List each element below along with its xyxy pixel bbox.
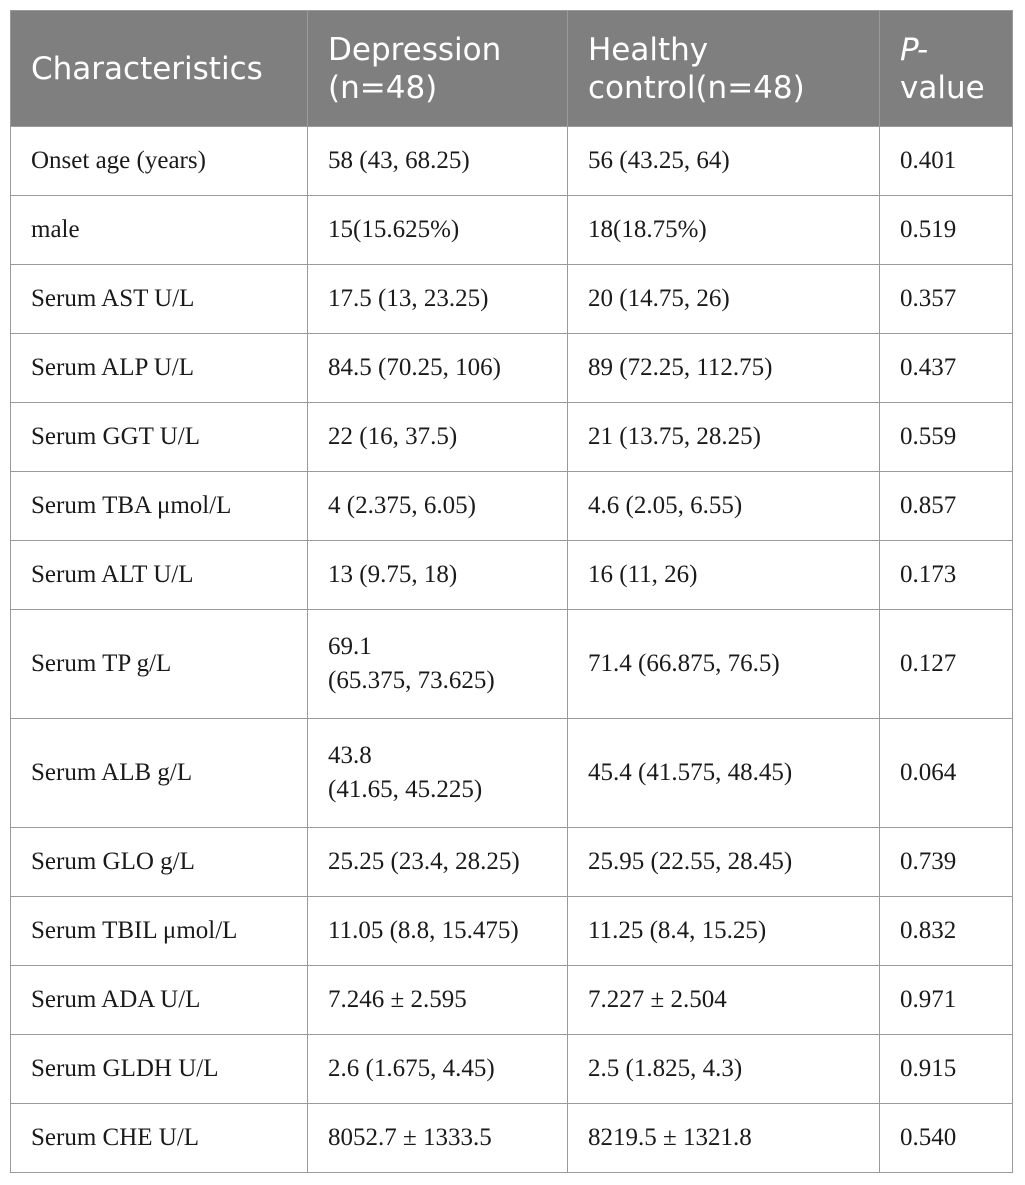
cell-depression-iqr: (41.65, 45.225) xyxy=(328,776,483,803)
cell-p-value: 0.357 xyxy=(880,265,1013,334)
cell-depression: 22 (16, 37.5) xyxy=(308,403,568,472)
cell-p-value: 0.401 xyxy=(880,127,1013,196)
cell-characteristic: Serum GLO g/L xyxy=(11,828,308,897)
cell-characteristic: Serum ALB g/L xyxy=(11,719,308,828)
table-body xyxy=(11,127,1013,1173)
cell-healthy: 16 (11, 26) xyxy=(568,541,880,610)
cell-healthy: 21 (13.75, 28.25) xyxy=(568,403,880,472)
cell-p-value: 0.519 xyxy=(880,196,1013,265)
cell-depression: 84.5 (70.25, 106) xyxy=(308,334,568,403)
table-row xyxy=(11,403,1013,472)
cell-p-value: 0.739 xyxy=(880,828,1013,897)
table-row xyxy=(11,1104,1013,1173)
cell-characteristic: Serum TP g/L xyxy=(11,610,308,719)
header-depression xyxy=(308,11,568,127)
cell-characteristic: Serum ADA U/L xyxy=(11,966,308,1035)
cell-characteristic: Serum AST U/L xyxy=(11,265,308,334)
cell-p-value: 0.915 xyxy=(880,1035,1013,1104)
header-value-label: value xyxy=(900,69,985,106)
cell-depression: 2.6 (1.675, 4.45) xyxy=(308,1035,568,1104)
table-row xyxy=(11,1035,1013,1104)
table-row xyxy=(11,334,1013,403)
table-row xyxy=(11,127,1013,196)
cell-healthy: 7.227 ± 2.504 xyxy=(568,966,880,1035)
cell-healthy: 71.4 (66.875, 76.5) xyxy=(568,610,880,719)
table-row xyxy=(11,966,1013,1035)
cell-characteristic: Serum ALP U/L xyxy=(11,334,308,403)
cell-p-value: 0.540 xyxy=(880,1104,1013,1173)
cell-depression-iqr: (65.375, 73.625) xyxy=(328,667,495,694)
cell-p-value: 0.437 xyxy=(880,334,1013,403)
cell-depression-median: 69.1 xyxy=(328,633,372,660)
header-healthy-control xyxy=(568,11,880,127)
cell-p-value: 0.127 xyxy=(880,610,1013,719)
cell-characteristic: male xyxy=(11,196,308,265)
cell-depression: 4 (2.375, 6.05) xyxy=(308,472,568,541)
cell-depression: 15(15.625%) xyxy=(308,196,568,265)
cell-healthy: 45.4 (41.575, 48.45) xyxy=(568,719,880,828)
header-healthy-label: Healthy xyxy=(588,31,709,68)
header-characteristics xyxy=(11,11,308,127)
cell-healthy: 25.95 (22.55, 28.45) xyxy=(568,828,880,897)
table-row xyxy=(11,541,1013,610)
table-header xyxy=(11,11,1013,127)
cell-characteristic: Serum GLDH U/L xyxy=(11,1035,308,1104)
header-p-value xyxy=(880,11,1013,127)
cell-healthy: 56 (43.25, 64) xyxy=(568,127,880,196)
cell-characteristic: Serum TBIL μmol/L xyxy=(11,897,308,966)
cell-healthy: 89 (72.25, 112.75) xyxy=(568,334,880,403)
header-characteristics-label: Characteristics xyxy=(31,50,263,87)
comparison-table xyxy=(10,10,1013,1173)
cell-healthy: 8219.5 ± 1321.8 xyxy=(568,1104,880,1173)
cell-p-value: 0.559 xyxy=(880,403,1013,472)
cell-p-value: 0.064 xyxy=(880,719,1013,828)
cell-depression: 8052.7 ± 1333.5 xyxy=(308,1104,568,1173)
cell-healthy: 4.6 (2.05, 6.55) xyxy=(568,472,880,541)
cell-depression: 11.05 (8.8, 15.475) xyxy=(308,897,568,966)
header-depression-count: (n=48) xyxy=(328,69,438,106)
table-row xyxy=(11,719,1013,828)
cell-depression xyxy=(308,610,568,719)
cell-depression xyxy=(308,719,568,828)
cell-depression: 7.246 ± 2.595 xyxy=(308,966,568,1035)
cell-healthy: 18(18.75%) xyxy=(568,196,880,265)
header-row xyxy=(11,11,1013,127)
cell-characteristic: Onset age (years) xyxy=(11,127,308,196)
cell-characteristic: Serum ALT U/L xyxy=(11,541,308,610)
cell-healthy: 11.25 (8.4, 15.25) xyxy=(568,897,880,966)
table-row xyxy=(11,196,1013,265)
table-row xyxy=(11,472,1013,541)
cell-p-value: 0.971 xyxy=(880,966,1013,1035)
cell-healthy: 2.5 (1.825, 4.3) xyxy=(568,1035,880,1104)
cell-depression-median: 43.8 xyxy=(328,742,372,769)
cell-healthy: 20 (14.75, 26) xyxy=(568,265,880,334)
header-depression-label: Depression xyxy=(328,31,502,68)
cell-characteristic: Serum GGT U/L xyxy=(11,403,308,472)
cell-depression: 25.25 (23.4, 28.25) xyxy=(308,828,568,897)
cell-p-value: 0.832 xyxy=(880,897,1013,966)
table-row xyxy=(11,828,1013,897)
table-row xyxy=(11,897,1013,966)
cell-depression: 58 (43, 68.25) xyxy=(308,127,568,196)
header-healthy-count: control(n=48) xyxy=(588,69,805,106)
cell-depression: 13 (9.75, 18) xyxy=(308,541,568,610)
cell-depression: 17.5 (13, 23.25) xyxy=(308,265,568,334)
cell-p-value: 0.857 xyxy=(880,472,1013,541)
cell-p-value: 0.173 xyxy=(880,541,1013,610)
cell-characteristic: Serum TBA μmol/L xyxy=(11,472,308,541)
table-row xyxy=(11,610,1013,719)
comparison-table-container xyxy=(10,10,1012,1173)
header-p-label: P- xyxy=(900,31,929,68)
table-row xyxy=(11,265,1013,334)
cell-characteristic: Serum CHE U/L xyxy=(11,1104,308,1173)
